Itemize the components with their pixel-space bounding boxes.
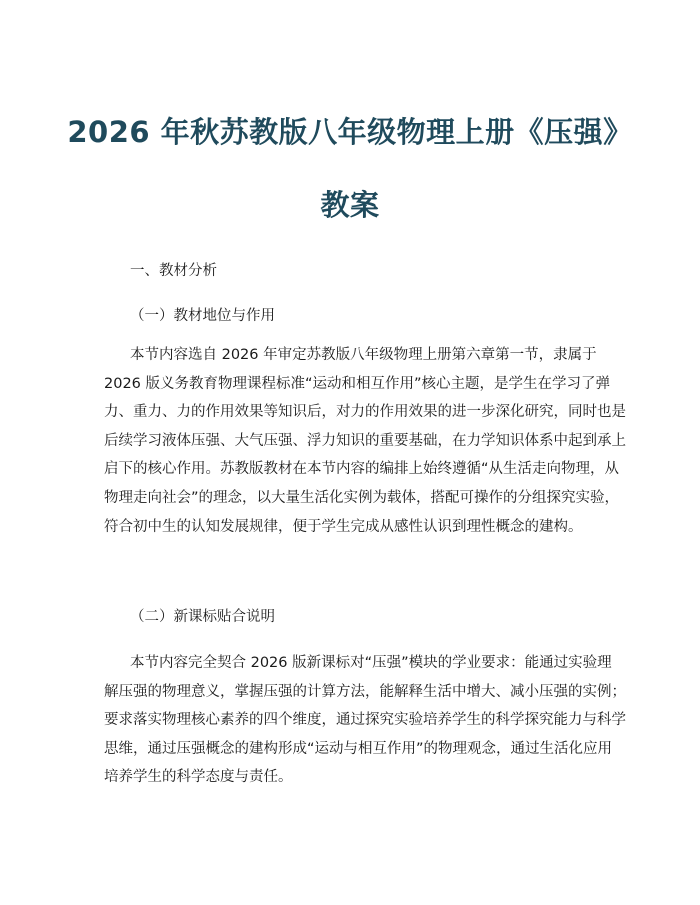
- paragraph-line: 启下的核心作用。苏教版教材在本节内容的编排上始终遵循“从生活走向物理，从: [104, 461, 620, 478]
- paragraph-line: 物理走向社会”的理念，以大量生活化实例为载体，搭配可操作的分组探究实验，: [104, 489, 620, 506]
- paragraph-line: 力、重力、力的作用效果等知识后，对力的作用效果的进一步深化研究，同时也是: [104, 404, 626, 421]
- paragraph-line: 培养学生的科学态度与责任。: [104, 769, 293, 786]
- paragraph-line: 2026 版义务教育物理课程标准“运动和相互作用”核心主题，是学生在学习了弹: [104, 375, 611, 392]
- document-title-line-2: 教案: [320, 188, 380, 222]
- document-title-line-1: 2026 年秋苏教版八年级物理上册《压强》: [67, 115, 633, 149]
- subsection-heading-status-and-role: （一）教材地位与作用: [130, 308, 275, 324]
- paragraph-line: 符合初中生的认知发展规律，便于学生完成从感性认识到理性概念的建构。: [104, 518, 583, 535]
- section-heading-textbook-analysis: 一、教材分析: [130, 263, 217, 279]
- paragraph-line: 后续学习液体压强、大气压强、浮力知识的重要基础，在力学知识体系中起到承上: [104, 432, 626, 449]
- paragraph-line: 思维，通过压强概念的建构形成“运动与相互作用”的物理观念，通过生活化应用: [104, 740, 613, 757]
- paragraph-curriculum-alignment: [104, 649, 626, 792]
- paragraph-status-and-role: [104, 341, 626, 541]
- paragraph-line: 本节内容选自 2026 年审定苏教版八年级物理上册第六章第一节，隶属于: [130, 347, 597, 363]
- subsection-heading-curriculum-alignment: （二）新课标贴合说明: [130, 609, 275, 625]
- paragraph-line: 要求落实物理核心素养的四个维度，通过探究实验培养学生的科学探究能力与科学: [104, 712, 626, 729]
- paragraph-line: 本节内容完全契合 2026 版新课标对“压强”模块的学业要求：能通过实验理: [130, 655, 612, 671]
- paragraph-line: 解压强的物理意义，掌握压强的计算方法，能解释生活中增大、减小压强的实例；: [104, 683, 626, 700]
